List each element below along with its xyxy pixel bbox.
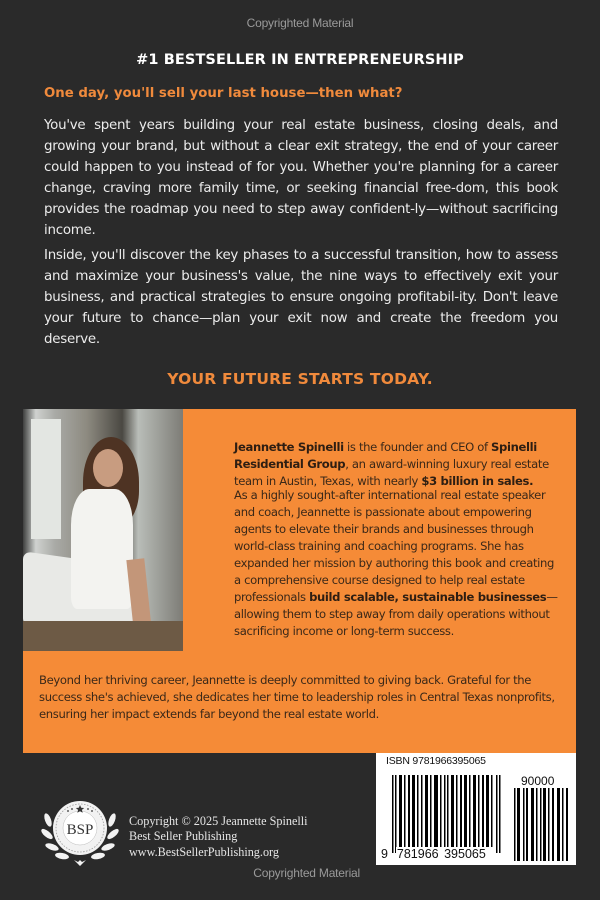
publisher-website[interactable]: www.BestSellerPublishing.org [129,844,279,859]
photo-face [93,449,123,487]
copyright-watermark-top: Copyrighted Material [246,16,354,30]
bio-text: , an award-winning luxury real estate team in Austin, Texas, with nearly [234,457,549,488]
author-photo [23,409,183,651]
laurel-seal-icon [40,790,120,870]
bio-text: is the founder and CEO of [343,440,492,454]
photo-bench-base [23,621,183,651]
barcode-digits [380,847,487,861]
barcode-digits-right: 395065 [444,847,486,861]
author-name: Jeannette Spinelli [234,440,344,454]
bestseller-headline: #1 BESTSELLER IN ENTREPRENEURSHIP [136,52,464,68]
publisher-name: Best Seller Publishing [129,829,238,844]
barcode-digits-left: 781966 [396,847,439,861]
logo-monogram: BSP [66,822,94,838]
barcode-bars-addon [514,788,570,861]
bio-paragraph-1 [234,439,564,490]
photo-window [31,419,61,539]
bio-paragraph-3: Beyond her thriving career, Jeannette is deeply committed to giving back. Grateful for the success she's achieved, she dedicates her time to leadership roles in Central Texas nonprofits, ensuring her impact extends far beyond the real estate world. [39,673,555,721]
bio-paragraph-2 [234,487,564,640]
sales-figure: $3 billion in sales. [421,474,534,488]
bio-emphasis: build scalable, sustainable businesses [309,590,547,604]
bio-text: As a highly sought-after international real estate speaker and coach, Jeannette is passionate about empowering agents to elevate their brands and businesses through world-class training and coaching programs. She has expanded her mission by authoring this book and creating a comprehensive course designed to help real estate professionals [234,488,555,604]
copyright-watermark-bottom: Copyrighted Material [253,866,360,880]
description-paragraph-1: You've spent years building your real estate business, closing deals, and growing your brand, but without a clear exit strategy, the end of your career could happen to you instead of for you. Whether you're planning for a career change, craving more family time, or seeking financial free-dom, this book provides the roadmap you need to step away confident-ly—without sacrificing income. [44,118,558,238]
isbn-label: ISBN 9781966395065 [386,755,486,767]
call-to-action: YOUR FUTURE STARTS TODAY. [167,370,433,388]
photo-dress [71,489,133,609]
isbn-barcode [376,753,576,865]
tagline: One day, you'll sell your last house—then what? [44,86,403,101]
price-code: 90000 [521,774,555,788]
barcode-digit-prefix: 9 [381,847,388,861]
description-paragraph-2: Inside, you'll discover the key phases to a successful transition, how to assess and maximize your business's value, the nine ways to effectively exit your business, and practical strategies to ensure ongoing profitabil-ity. Don't leave your future to chance—plan your exit now and create the freedom you deserve. [44,248,558,347]
copyright-line: Copyright © 2025 Jeannette Spinelli [129,814,308,828]
barcode-bars-main [392,775,504,853]
company-name: Spinelli Residential Group [234,440,537,471]
publisher-info [129,814,308,860]
bio-text: —allowing them to step away from daily operations without sacrificing income or long-term success. [234,590,558,638]
